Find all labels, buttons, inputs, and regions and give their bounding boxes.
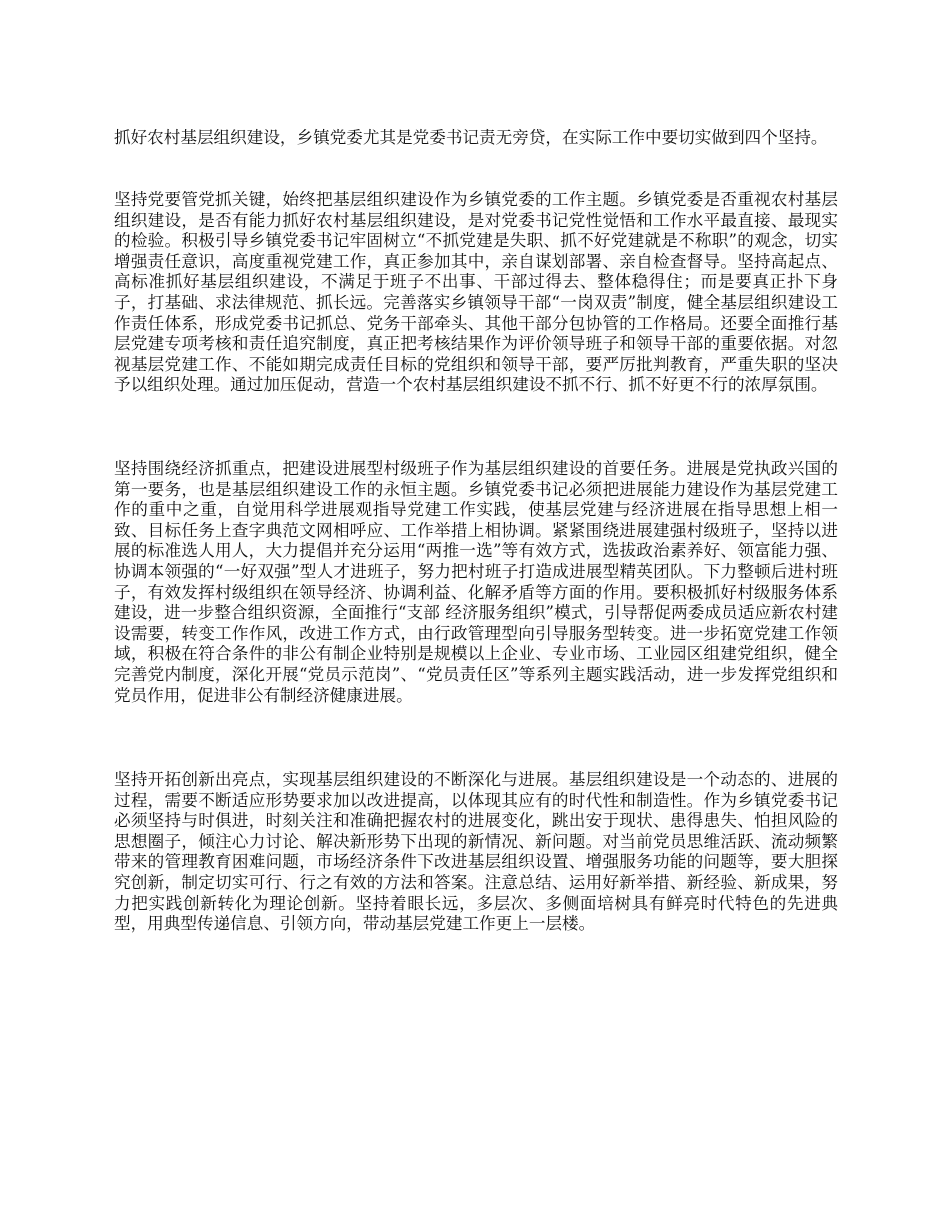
paragraph-economy: 坚持围绕经济抓重点，把建设进展型村级班子作为基层组织建设的首要任务。进展是党执政兴国的第一要务，也是基层组织建设工作的永恒主题。乡镇党委书记必须把进展能力建设作为基层党建工作的重中之重，自觉用科学进展观指导党建工作实践，使基层党建与经济进展在指导思想上相一致、目标任务上查字典范文网相呼应、工作举措上相协调。紧紧围绕进展建强村级班子，坚持以进展的标准选人用人，大力提倡并充分运用“两推一选”等有效方式，选拔政治素养好、领富能力强、协调本领强的“一好双强”型人才进班子，努力把村班子打造成进展型精英团队。下力整顿后进村班子，有效发挥村级组织在领导经济、协调利益、化解矛盾等方面的作用。要积极抓好村级服务体系建设，进一步整合组织资源，全面推行“支部 经济服务组织”模式，引导帮促两委成员适应新农村建设需要，转变工作作风，改进工作方式，由行政管理型向引导服务型转变。进一步拓宽党建工作领域，积极在符合条件的非公有制企业特别是规模以上企业、专业市场、工业园区组建党组织，健全完善党内制度，深化开展“党员示范岗”、“党员责任区”等系列主题实践活动，进一步发挥党组织和党员作用，促进非公有制经济健康进展。 [114, 459, 838, 705]
paragraph-party-building: 坚持党要管党抓关键，始终把基层组织建设作为乡镇党委的工作主题。乡镇党委是否重视农村基层组织建设，是否有能力抓好农村基层组织建设，是对党委书记党性觉悟和工作水平最直接、最现实的检验。积极引导乡镇党委书记牢固树立“不抓党建是失职、抓不好党建就是不称职”的观念，切实增强责任意识，高度重视党建工作，真正参加其中，亲自谋划部署、亲自检查督导。坚持高起点、高标准抓好基层组织建设，不满足于班子不出事、干部过得去、整体稳得住；而是要真正扑下身子，打基础、求法律规范、抓长远。完善落实乡镇领导干部“一岗双责”制度，健全基层组织建设工作责任体系，形成党委书记抓总、党务干部牵头、其他干部分包协管的工作格局。还要全面推行基层党建专项考核和责任追究制度，真正把考核结果作为评价领导班子和领导干部的重要依据。对忽视基层党建工作、不能如期完成责任目标的党组织和领导干部，要严厉批判教育，严重失职的坚决予以组织处理。通过加压促动，营造一个农村基层组织建设不抓不行、抓不好更不行的浓厚氛围。 [114, 190, 838, 395]
paragraph-innovation: 坚持开拓创新出亮点，实现基层组织建设的不断深化与进展。基层组织建设是一个动态的、进展的过程，需要不断适应形势要求加以改进提高，以体现其应有的时代性和制造性。作为乡镇党委书记必须坚持与时俱进，时刻关注和准确把握农村的进展变化，跳出安于现状、患得患失、怕担风险的思想圈子，倾注心力讨论、解决新形势下出现的新情况、新问题。对当前党员思维活跃、流动频繁带来的管理教育困难问题，市场经济条件下改进基层组织设置、增强服务功能的问题等，要大胆探究创新，制定切实可行、行之有效的方法和答案。注意总结、运用好新举措、新经验、新成果，努力把实践创新转化为理论创新。坚持着眼长远，多层次、多侧面培树具有鲜亮时代特色的先进典型，用典型传递信息、引领方向，带动基层党建工作更上一层楼。 [114, 770, 838, 934]
paragraph-intro: 抓好农村基层组织建设，乡镇党委尤其是党委书记责无旁贷，在实际工作中要切实做到四个坚持。 [114, 128, 828, 147]
